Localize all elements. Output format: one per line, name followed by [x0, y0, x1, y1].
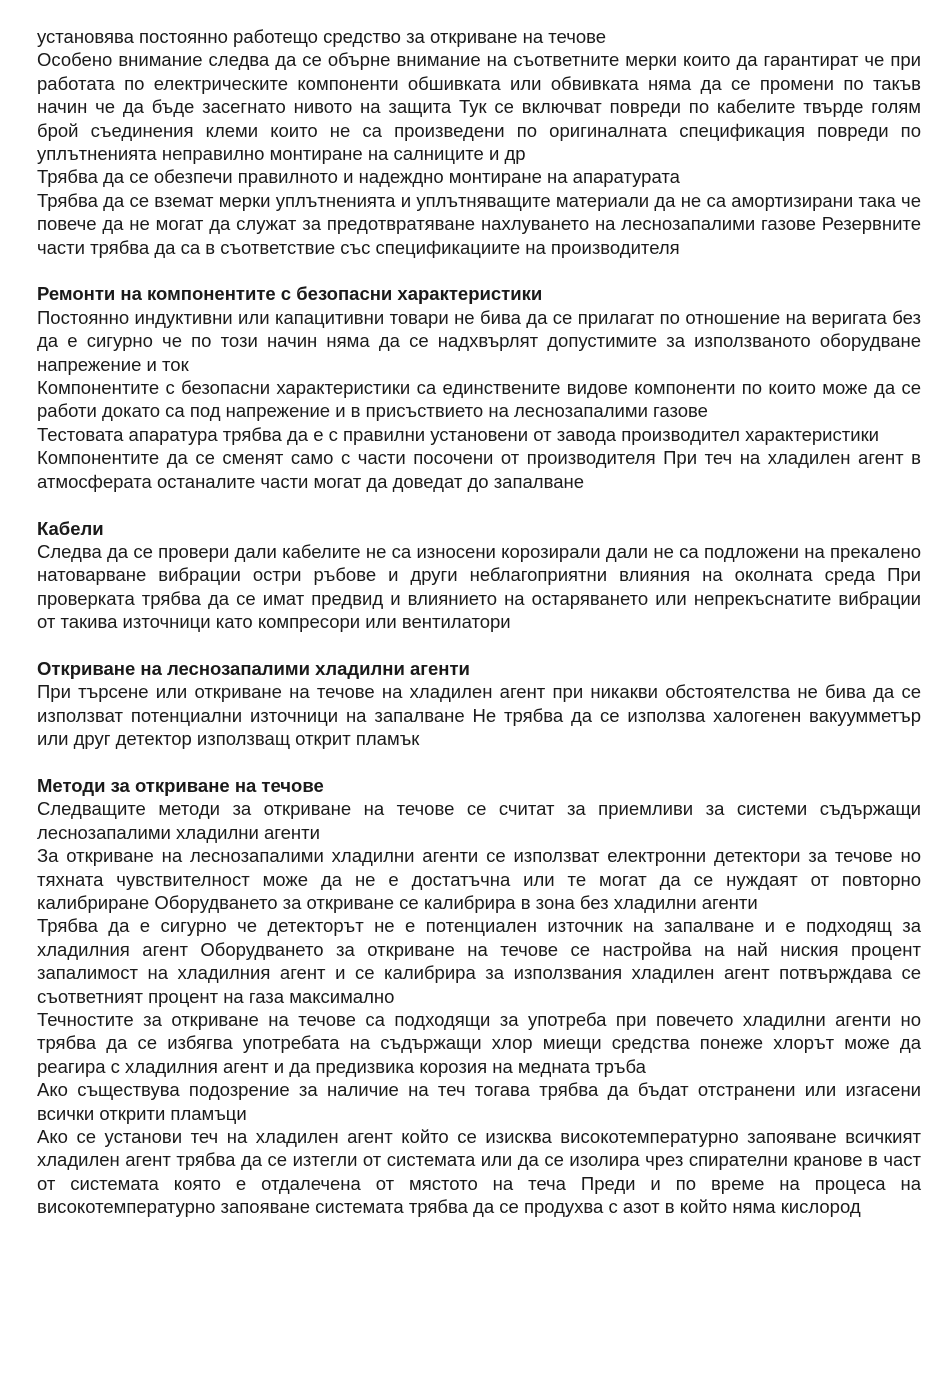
- paragraph: Течностите за откриване на течове са подходящи за употреба при повечето хладилни агенти но трябва да се избягва употребата на съдържащи хлор миещи средства понеже хлорът може да реагира с хладилния агент и да предизвика корозия на медната тръба: [37, 1009, 921, 1077]
- paragraph: За откриване на леснозапалими хладилни агенти се използват електронни детектори за течове но тяхната чувствителност може да не е достатъчна или те могат да се нуждаят от повторно калибриране Оборудването за откриване се калибрира в зона без хладилни агенти: [37, 845, 921, 913]
- intro-section: [37, 25, 921, 259]
- paragraph: Тестовата апаратура трябва да е с правилни установени от завода производител характеристики: [37, 423, 879, 445]
- paragraph: Особено внимание следва да се обърне внимание на съответните мерки които да гарантират че при работата по електрическите компоненти обшивката или обвивката няма да се промени по такъв начин че да бъде засегнато нивото на защита Тук се включват повреди по кабелите твърде голям брой съединения клеми които не са произведени по оригиналната спецификация повреди по уплътненията неправилно монтиране на салниците и др: [37, 49, 921, 165]
- section-heading: Методи за откриване на течове: [37, 774, 324, 796]
- section-spacer: [37, 751, 921, 774]
- paragraph: При търсене или откриване на течове на хладилен агент при никакви обстоятелства не бива да се използват потенциални източници на запалване Не трябва да се използва халогенен вакуумметър или друг детектор използващ открит пламък: [37, 681, 921, 750]
- paragraph: Ако съществува подозрение за наличие на теч тогава трябва да бъдат отстранени или изгасени всички открити пламъци: [37, 1079, 921, 1124]
- methods-section: [37, 774, 921, 1219]
- repairs-section: [37, 282, 921, 493]
- paragraph: Следва да се провери дали кабелите не са износени корозирали дали не са подложени на прекалено натоварване вибрации остри ръбове и други неблагоприятни влияния на околната среда При проверката трябва да се имат предвид и влиянието на остаряването или непрекъснатите вибрации от такива източници като компресори или вентилатори: [37, 540, 921, 633]
- paragraph: Постоянно индуктивни или капацитивни товари не бива да се прилагат по отношение на веригата без да е сигурно че по този начин няма да се надхвърлят допустимите за използваното оборудване напрежение и ток: [37, 306, 921, 375]
- section-spacer: [37, 259, 921, 282]
- section-heading: Ремонти на компонентите с безопасни характеристики: [37, 283, 543, 305]
- section-spacer: [37, 634, 921, 657]
- paragraph: установява постоянно работещо средство за откриване на течове: [37, 26, 607, 47]
- cables-section: [37, 517, 921, 634]
- paragraph: Следващите методи за откриване на течове се считат за приемливи за системи съдържащи леснозапалими хладилни агенти: [37, 798, 921, 843]
- section-heading: Откриване на леснозапалими хладилни агенти: [37, 657, 470, 679]
- paragraph: Компонентите да се сменят само с части посочени от производителя При теч на хладилен агент в атмосферата останалите части могат да доведат до запалване: [37, 447, 921, 492]
- paragraph: Трябва да се обезпечи правилното и надеждно монтиране на апаратурата: [37, 166, 680, 188]
- paragraph: Ако се установи теч на хладилен агент който се изисква високотемпературно запояване всичкият хладилен агент трябва да се изтегли от системата или да се изолира чрез спирателни кранове в част от системата която е отдалечена от мястото на теча Преди и по време на процеса на високотемпературно запояване системата трябва да се продухва с азот в който няма кислород: [37, 1126, 921, 1218]
- document-page: [37, 25, 921, 1219]
- paragraph: Трябва да се вземат мерки уплътненията и уплътняващите материали да не са амортизирани така че повече да не могат да служат за предотвратяване нахлуването на леснозапалими газове Резервните части трябва да са в съответствие със спецификациите на производителя: [37, 189, 921, 258]
- section-spacer: [37, 493, 921, 516]
- paragraph: Трябва да е сигурно че детекторът не е потенциален източник на запалване и е подходящ за хладилния агент Оборудването за откриване на течове се настройва на най ниския процент запалимост на хладилния агент и се калибрира за използвания хладилен агент потвърждава се съответният процент на газа максимално: [37, 915, 921, 1007]
- paragraph: Компонентите с безопасни характеристики са единствените видове компоненти по които може да се работи докато са под напрежение и в присъствието на леснозапалими газове: [37, 377, 921, 422]
- detection-section: [37, 657, 921, 751]
- section-heading: Кабели: [37, 517, 104, 539]
